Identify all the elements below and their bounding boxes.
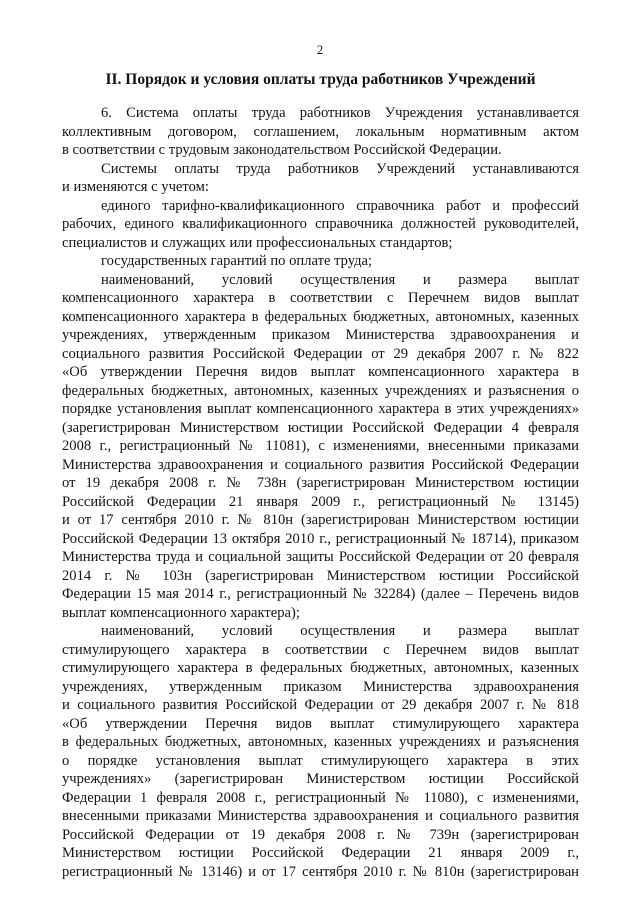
- text-line: о порядке установления выплат стимулирующего характера в этих: [62, 752, 579, 769]
- text-line: порядке установления выплат компенсационного характера в этих учреждениях»: [62, 401, 579, 417]
- text-line: наименований, условий осуществления и размера выплат: [101, 271, 579, 288]
- text-line: Федерации 15 мая 2014 г., регистрационный № 32284) (далее – Перечень видов: [62, 586, 579, 602]
- text-line: стимулирующего характера в соответствии с Перечнем видов выплат: [62, 641, 579, 658]
- text-line: в соответствии с трудовым законодательством Российской Федерации.: [62, 142, 502, 158]
- text-line: регистрационный № 13146) и от 17 сентября 2010 г. № 810н (зарегистрирован: [62, 863, 579, 880]
- text-line: коллективным договором, соглашением, локальным нормативным актом: [62, 123, 579, 140]
- text-line: от 19 декабря 2008 г. № 738н (зарегистрирован Министерством юстиции: [62, 475, 579, 491]
- text-line: «Об утверждении Перечня видов выплат стимулирующего характера: [62, 715, 579, 732]
- document-body: [62, 104, 579, 881]
- paragraph: [62, 252, 579, 271]
- text-line: 2014 г. № 103н (зарегистрирован Министерством юстиции Российской: [62, 567, 579, 584]
- text-line: стимулирующего характера в федеральных бюджетных, автономных, казенных: [62, 660, 579, 676]
- text-line: учреждениях, утвержденным приказом Министерства здравоохранения: [62, 678, 579, 695]
- paragraph: [62, 622, 579, 881]
- paragraph: [62, 271, 579, 623]
- text-line: Министерства труда и социальной защиты Российской Федерации от 20 февраля: [62, 549, 579, 565]
- paragraph: [62, 160, 579, 197]
- text-line: Российской Федерации 13 октября 2010 г., регистрационный № 18714), приказом: [62, 530, 579, 547]
- text-line: единого тарифно-квалификационного справочника работ и профессий: [101, 197, 579, 214]
- text-line: Системы оплаты труда работников Учреждений устанавливаются: [101, 160, 579, 177]
- text-line: специалистов и служащих или профессиональных стандартов;: [62, 234, 453, 251]
- text-line: Российской Федерации от 19 декабря 2008 г. № 739н (зарегистрирован: [62, 826, 579, 843]
- text-line: 2008 г., регистрационный № 11081), с изменениями, внесенными приказами: [62, 438, 579, 454]
- page-number: 2: [316, 42, 324, 57]
- text-line: Федерации 1 февраля 2008 г., регистрационный № 11080), с изменениями,: [62, 789, 579, 806]
- text-line: социального развития Российской Федерации от 29 декабря 2007 г. № 822: [62, 345, 579, 362]
- text-line: 6. Система оплаты труда работников Учреждения устанавливается: [101, 105, 579, 121]
- text-line: федеральных бюджетных, автономных, казенных учреждениях и разъяснения о: [62, 382, 579, 399]
- paragraph: [62, 104, 579, 160]
- text-line: наименований, условий осуществления и размера выплат: [101, 623, 579, 639]
- text-line: государственных гарантий по оплате труда;: [101, 253, 373, 269]
- text-line: и от 17 сентября 2010 г. № 810н (зарегистрирован Министерством юстиции: [62, 512, 579, 528]
- text-line: Российской Федерации 21 января 2009 г., регистрационный № 13145): [62, 493, 579, 510]
- text-line: внесенными приказами Министерства здравоохранения и социального развития: [62, 808, 579, 824]
- section-heading: II. Порядок и условия оплаты труда работников Учреждений: [105, 71, 536, 88]
- paragraph: [62, 197, 579, 253]
- text-line: в федеральных бюджетных, автономных, казенных учреждениях и разъяснения: [62, 734, 579, 750]
- text-line: компенсационного характера в соответствии с Перечнем видов выплат: [62, 290, 579, 306]
- text-line: и социального развития Российской Федерации от 29 декабря 2007 г. № 818: [62, 697, 579, 713]
- text-line: учреждениях» (зарегистрирован Министерством юстиции Российской: [62, 771, 579, 787]
- text-line: рабочих, единого квалификационного справочника должностей руководителей,: [62, 216, 579, 232]
- text-line: выплат компенсационного характера);: [62, 604, 300, 621]
- text-line: (зарегистрирован Министерством юстиции Российской Федерации 4 февраля: [62, 419, 579, 436]
- text-line: «Об утверждении Перечня видов выплат компенсационного характера в: [62, 364, 579, 380]
- text-line: и изменяются с учетом:: [62, 179, 209, 195]
- text-line: Министерством юстиции Российской Федерации 21 января 2009 г.,: [62, 845, 579, 861]
- text-line: учреждениях, утвержденным приказом Министерства здравоохранения и: [62, 327, 579, 343]
- text-line: Министерства здравоохранения и социального развития Российской Федерации: [62, 456, 579, 473]
- text-line: компенсационного характера в федеральных бюджетных, автономных, казенных: [62, 308, 579, 325]
